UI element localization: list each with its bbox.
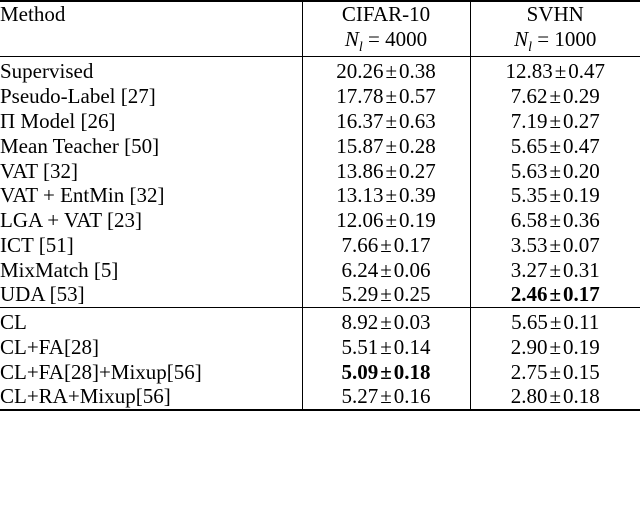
cell-method: VAT + EntMin [32]	[0, 183, 165, 208]
value-std: 0.39	[399, 183, 436, 208]
value-std: 0.25	[393, 282, 431, 307]
cell-method: Π Model [26]	[0, 109, 116, 133]
cell-method: ICT [51]	[0, 232, 74, 257]
table-row	[0, 208, 640, 233]
cell-svhn	[470, 159, 640, 184]
plus-minus-symbol: ±	[380, 384, 392, 409]
value-std: 0.18	[393, 359, 431, 384]
column-subheader-svhn	[470, 27, 640, 57]
value-mean: 3.53	[510, 232, 548, 257]
column-header-cifar10: CIFAR-10	[302, 1, 470, 27]
plus-minus-symbol: ±	[385, 158, 398, 183]
column-subheader-method	[0, 27, 302, 57]
plus-minus-symbol: ±	[549, 257, 562, 282]
value-std: 0.17	[393, 232, 431, 257]
plus-minus-symbol: ±	[549, 359, 562, 384]
value-std: 0.47	[563, 133, 600, 158]
cell-svhn	[470, 134, 640, 159]
table-row	[0, 335, 640, 360]
plus-minus-symbol: ±	[549, 158, 562, 183]
label-n-subscript-svhn: l	[528, 39, 533, 55]
value-mean: 17.78	[336, 84, 384, 109]
cell-method: Pseudo-Label [27]	[0, 84, 156, 109]
value-mean: 5.09	[341, 359, 379, 384]
value-mean: 2.46	[510, 282, 548, 307]
cell-cifar10	[302, 208, 470, 233]
table-row	[0, 183, 640, 208]
value-std: 0.38	[399, 59, 436, 84]
plus-minus-symbol: ±	[380, 310, 392, 335]
value-std: 0.27	[563, 109, 600, 133]
table-row	[0, 59, 640, 84]
value-mean: 5.65	[511, 310, 548, 335]
value-mean: 15.87	[336, 133, 384, 158]
value-mean: 5.63	[510, 158, 548, 183]
cell-method: LGA + VAT [23]	[0, 208, 142, 233]
column-subheader-cifar10	[302, 27, 470, 57]
value-std: 0.15	[563, 359, 600, 384]
table-row	[0, 282, 640, 307]
table-row	[0, 258, 640, 283]
plus-minus-symbol: ±	[385, 183, 398, 208]
value-std: 0.19	[399, 208, 436, 233]
value-std: 0.63	[399, 109, 436, 133]
cell-svhn	[470, 258, 640, 283]
value-std: 0.28	[399, 133, 436, 158]
table-row	[0, 84, 640, 109]
value-std: 0.20	[563, 158, 600, 183]
table-row	[0, 159, 640, 184]
cell-method: VAT [32]	[0, 158, 78, 183]
cell-cifar10	[302, 84, 470, 109]
cell-svhn	[470, 183, 640, 208]
cell-method: CL+FA[28]+Mixup[56]	[0, 359, 202, 384]
cell-cifar10	[302, 310, 470, 335]
value-std: 0.06	[393, 257, 431, 282]
plus-minus-symbol: ±	[549, 133, 562, 158]
value-std: 0.57	[399, 84, 436, 109]
value-std: 0.47	[568, 59, 606, 84]
plus-minus-symbol: ±	[549, 208, 562, 233]
value-mean: 5.35	[510, 183, 548, 208]
plus-minus-symbol: ±	[549, 109, 562, 133]
table-row	[0, 310, 640, 335]
plus-minus-symbol: ±	[385, 133, 398, 158]
value-std: 0.11	[563, 310, 600, 335]
value-mean: 6.24	[341, 257, 379, 282]
value-std: 0.14	[393, 334, 431, 359]
plus-minus-symbol: ±	[549, 282, 562, 307]
cell-cifar10	[302, 258, 470, 283]
plus-minus-symbol: ±	[380, 282, 392, 307]
cell-cifar10	[302, 384, 470, 410]
cell-svhn	[470, 282, 640, 307]
value-std: 0.29	[563, 84, 600, 109]
plus-minus-symbol: ±	[380, 257, 392, 282]
value-std: 0.19	[563, 183, 600, 208]
value-std: 0.07	[563, 232, 600, 257]
plus-minus-symbol: ±	[385, 59, 398, 84]
cell-method: MixMatch [5]	[0, 257, 119, 282]
cell-svhn	[470, 384, 640, 410]
value-mean: 7.62	[510, 84, 548, 109]
header-row-secondary	[0, 27, 640, 57]
table-row	[0, 109, 640, 134]
value-std: 0.19	[563, 334, 600, 359]
cell-cifar10	[302, 59, 470, 84]
plus-minus-symbol: ±	[549, 84, 562, 109]
cell-svhn	[470, 335, 640, 360]
cell-svhn	[470, 59, 640, 84]
plus-minus-symbol: ±	[380, 232, 392, 257]
plus-minus-symbol: ±	[549, 232, 562, 257]
label-n-cifar10: N	[344, 26, 359, 51]
table-row	[0, 134, 640, 159]
cell-svhn	[470, 310, 640, 335]
value-mean: 20.26	[336, 59, 384, 84]
value-mean: 5.27	[341, 384, 379, 409]
value-std: 0.31	[563, 257, 600, 282]
value-mean: 8.92	[341, 310, 379, 335]
cell-method: CL+RA+Mixup[56]	[0, 384, 302, 410]
label-n-svhn: N	[514, 26, 529, 51]
column-header-svhn: SVHN	[470, 1, 640, 27]
value-std: 0.03	[393, 310, 431, 335]
value-mean: 16.37	[336, 109, 384, 133]
plus-minus-symbol: ±	[380, 334, 392, 359]
plus-minus-symbol: ±	[549, 384, 562, 409]
value-mean: 2.80	[510, 384, 548, 409]
cell-svhn	[470, 360, 640, 385]
value-std: 0.16	[393, 384, 431, 409]
plus-minus-symbol: ±	[380, 359, 392, 384]
header-row-primary	[0, 1, 640, 27]
cell-method: CL	[0, 310, 27, 335]
label-n-value-svhn: = 1000	[537, 26, 597, 51]
value-std: 0.17	[563, 282, 600, 307]
cell-svhn	[470, 84, 640, 109]
cell-cifar10	[302, 360, 470, 385]
cell-cifar10	[302, 183, 470, 208]
value-mean: 5.65	[510, 133, 548, 158]
table-row	[0, 233, 640, 258]
plus-minus-symbol: ±	[385, 84, 398, 109]
cell-method: Mean Teacher [50]	[0, 133, 160, 158]
value-std: 0.18	[563, 384, 600, 409]
plus-minus-symbol: ±	[549, 334, 562, 359]
plus-minus-symbol: ±	[549, 310, 562, 335]
cell-svhn	[470, 208, 640, 233]
plus-minus-symbol: ±	[385, 109, 398, 133]
cell-cifar10	[302, 159, 470, 184]
cell-method: Supervised	[0, 59, 94, 84]
cell-svhn	[470, 233, 640, 258]
value-mean: 3.27	[510, 257, 548, 282]
value-std: 0.36	[563, 208, 600, 233]
table-row	[0, 360, 640, 385]
value-mean: 2.90	[510, 334, 548, 359]
value-mean: 12.06	[336, 208, 384, 233]
cell-cifar10	[302, 282, 470, 307]
table-row	[0, 384, 640, 410]
value-mean: 13.13	[336, 183, 384, 208]
value-mean: 7.19	[510, 109, 548, 133]
cell-cifar10	[302, 109, 470, 134]
cell-svhn	[470, 109, 640, 134]
cell-method: CL+FA[28]	[0, 334, 99, 359]
value-mean: 13.86	[336, 158, 384, 183]
label-n-subscript-cifar10: l	[358, 39, 363, 55]
value-mean: 5.29	[341, 282, 379, 307]
value-mean: 6.58	[510, 208, 548, 233]
value-mean: 7.66	[341, 232, 379, 257]
cell-cifar10	[302, 335, 470, 360]
cell-cifar10	[302, 134, 470, 159]
plus-minus-symbol: ±	[554, 59, 567, 84]
cell-cifar10	[302, 233, 470, 258]
plus-minus-symbol: ±	[549, 183, 562, 208]
value-mean: 2.75	[510, 359, 548, 384]
column-header-method: Method	[0, 1, 302, 27]
cell-method: UDA [53]	[0, 282, 85, 307]
plus-minus-symbol: ±	[385, 208, 398, 233]
value-std: 0.27	[399, 158, 436, 183]
table-body	[0, 1, 640, 410]
label-n-value-cifar10: = 4000	[368, 26, 428, 51]
value-mean: 12.83	[505, 59, 553, 84]
value-mean: 5.51	[341, 334, 379, 359]
